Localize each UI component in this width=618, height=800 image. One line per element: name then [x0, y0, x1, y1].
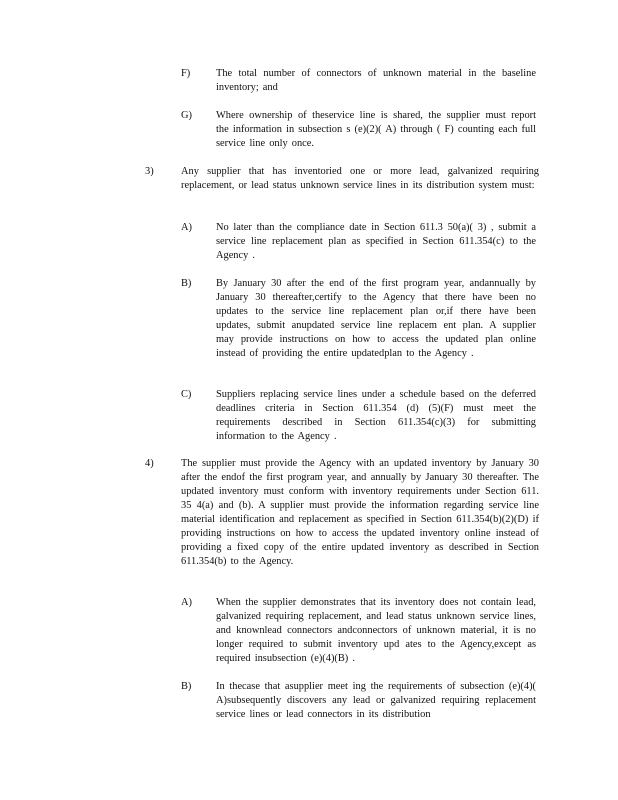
- item-label: F): [181, 68, 191, 79]
- item-text: No later than the compliance date in Section 611.3 50(a)( 3) , submit a service line replacement plan as specified in Section 611.354(c) to the Agency .: [216, 222, 536, 261]
- item-text: Where ownership of theservice line is shared, the supplier must report the information in subsection s (e)(2)( A) through ( F) counting each full service line only once.: [216, 110, 536, 149]
- item-label: B): [181, 278, 192, 289]
- item-text: The total number of connectors of unknown material in the baseline inventory; and: [216, 68, 536, 93]
- item-label: G): [181, 110, 192, 121]
- item-text: By January 30 after the end of the first program year, andannually by January 30 thereafter,certify to the Agency that there have been no updates to the service line replacement plan or,if there have been updates, submit anupdated service line replacem ent plan. A supplier may provide instructions on how to access the updated plan online instead of providing the entire updatedplan to the Agency .: [216, 278, 536, 359]
- item-text: Any supplier that has inventoried one or more lead, galvanized requiring replacement, or lead status unknown service lines in its distribution system must:: [181, 166, 539, 191]
- item-text: When the supplier demonstrates that its inventory does not contain lead, galvanized requiring replacement, and lead status unknown service lines, and knownlead connectors andconnectors of unknown material, it is no longer required to submit inventory upd ates to the Agency,except as required insubsection (e)(4)(B) .: [216, 597, 536, 664]
- item-label: B): [181, 681, 192, 692]
- item-label: A): [181, 222, 192, 233]
- item-label: C): [181, 389, 192, 400]
- item-text: Suppliers replacing service lines under a schedule based on the deferred deadlines criteria in Section 611.354 (d) (5)(F) must meet the requirements described in Section 611.354(c)(3) for submitting information to the Agency .: [216, 389, 536, 442]
- item-text: The supplier must provide the Agency with an updated inventory by January 30 after the endof the first program year, and annually by January 30 thereafter. The updated inventory must conform with inventory requirements under Section 611. 35 4(a) and (b). A supplier must provide the information regarding service line material identification and replacement as specified in Section 611.354(b)(2)(D) if providing instructions on how to access the updated inventory online instead of providing a fixed copy of the entire updated inventory as described in Section 611.354(b) to the Agency.: [181, 458, 539, 567]
- item-label: A): [181, 597, 192, 608]
- item-label: 3): [145, 166, 154, 177]
- item-text: In thecase that asupplier meet ing the requirements of subsection (e)(4)( A)subsequently discovers any lead or galvanized requiring replacement service lines or lead connectors in its distribution: [216, 681, 536, 720]
- item-label: 4): [145, 458, 154, 469]
